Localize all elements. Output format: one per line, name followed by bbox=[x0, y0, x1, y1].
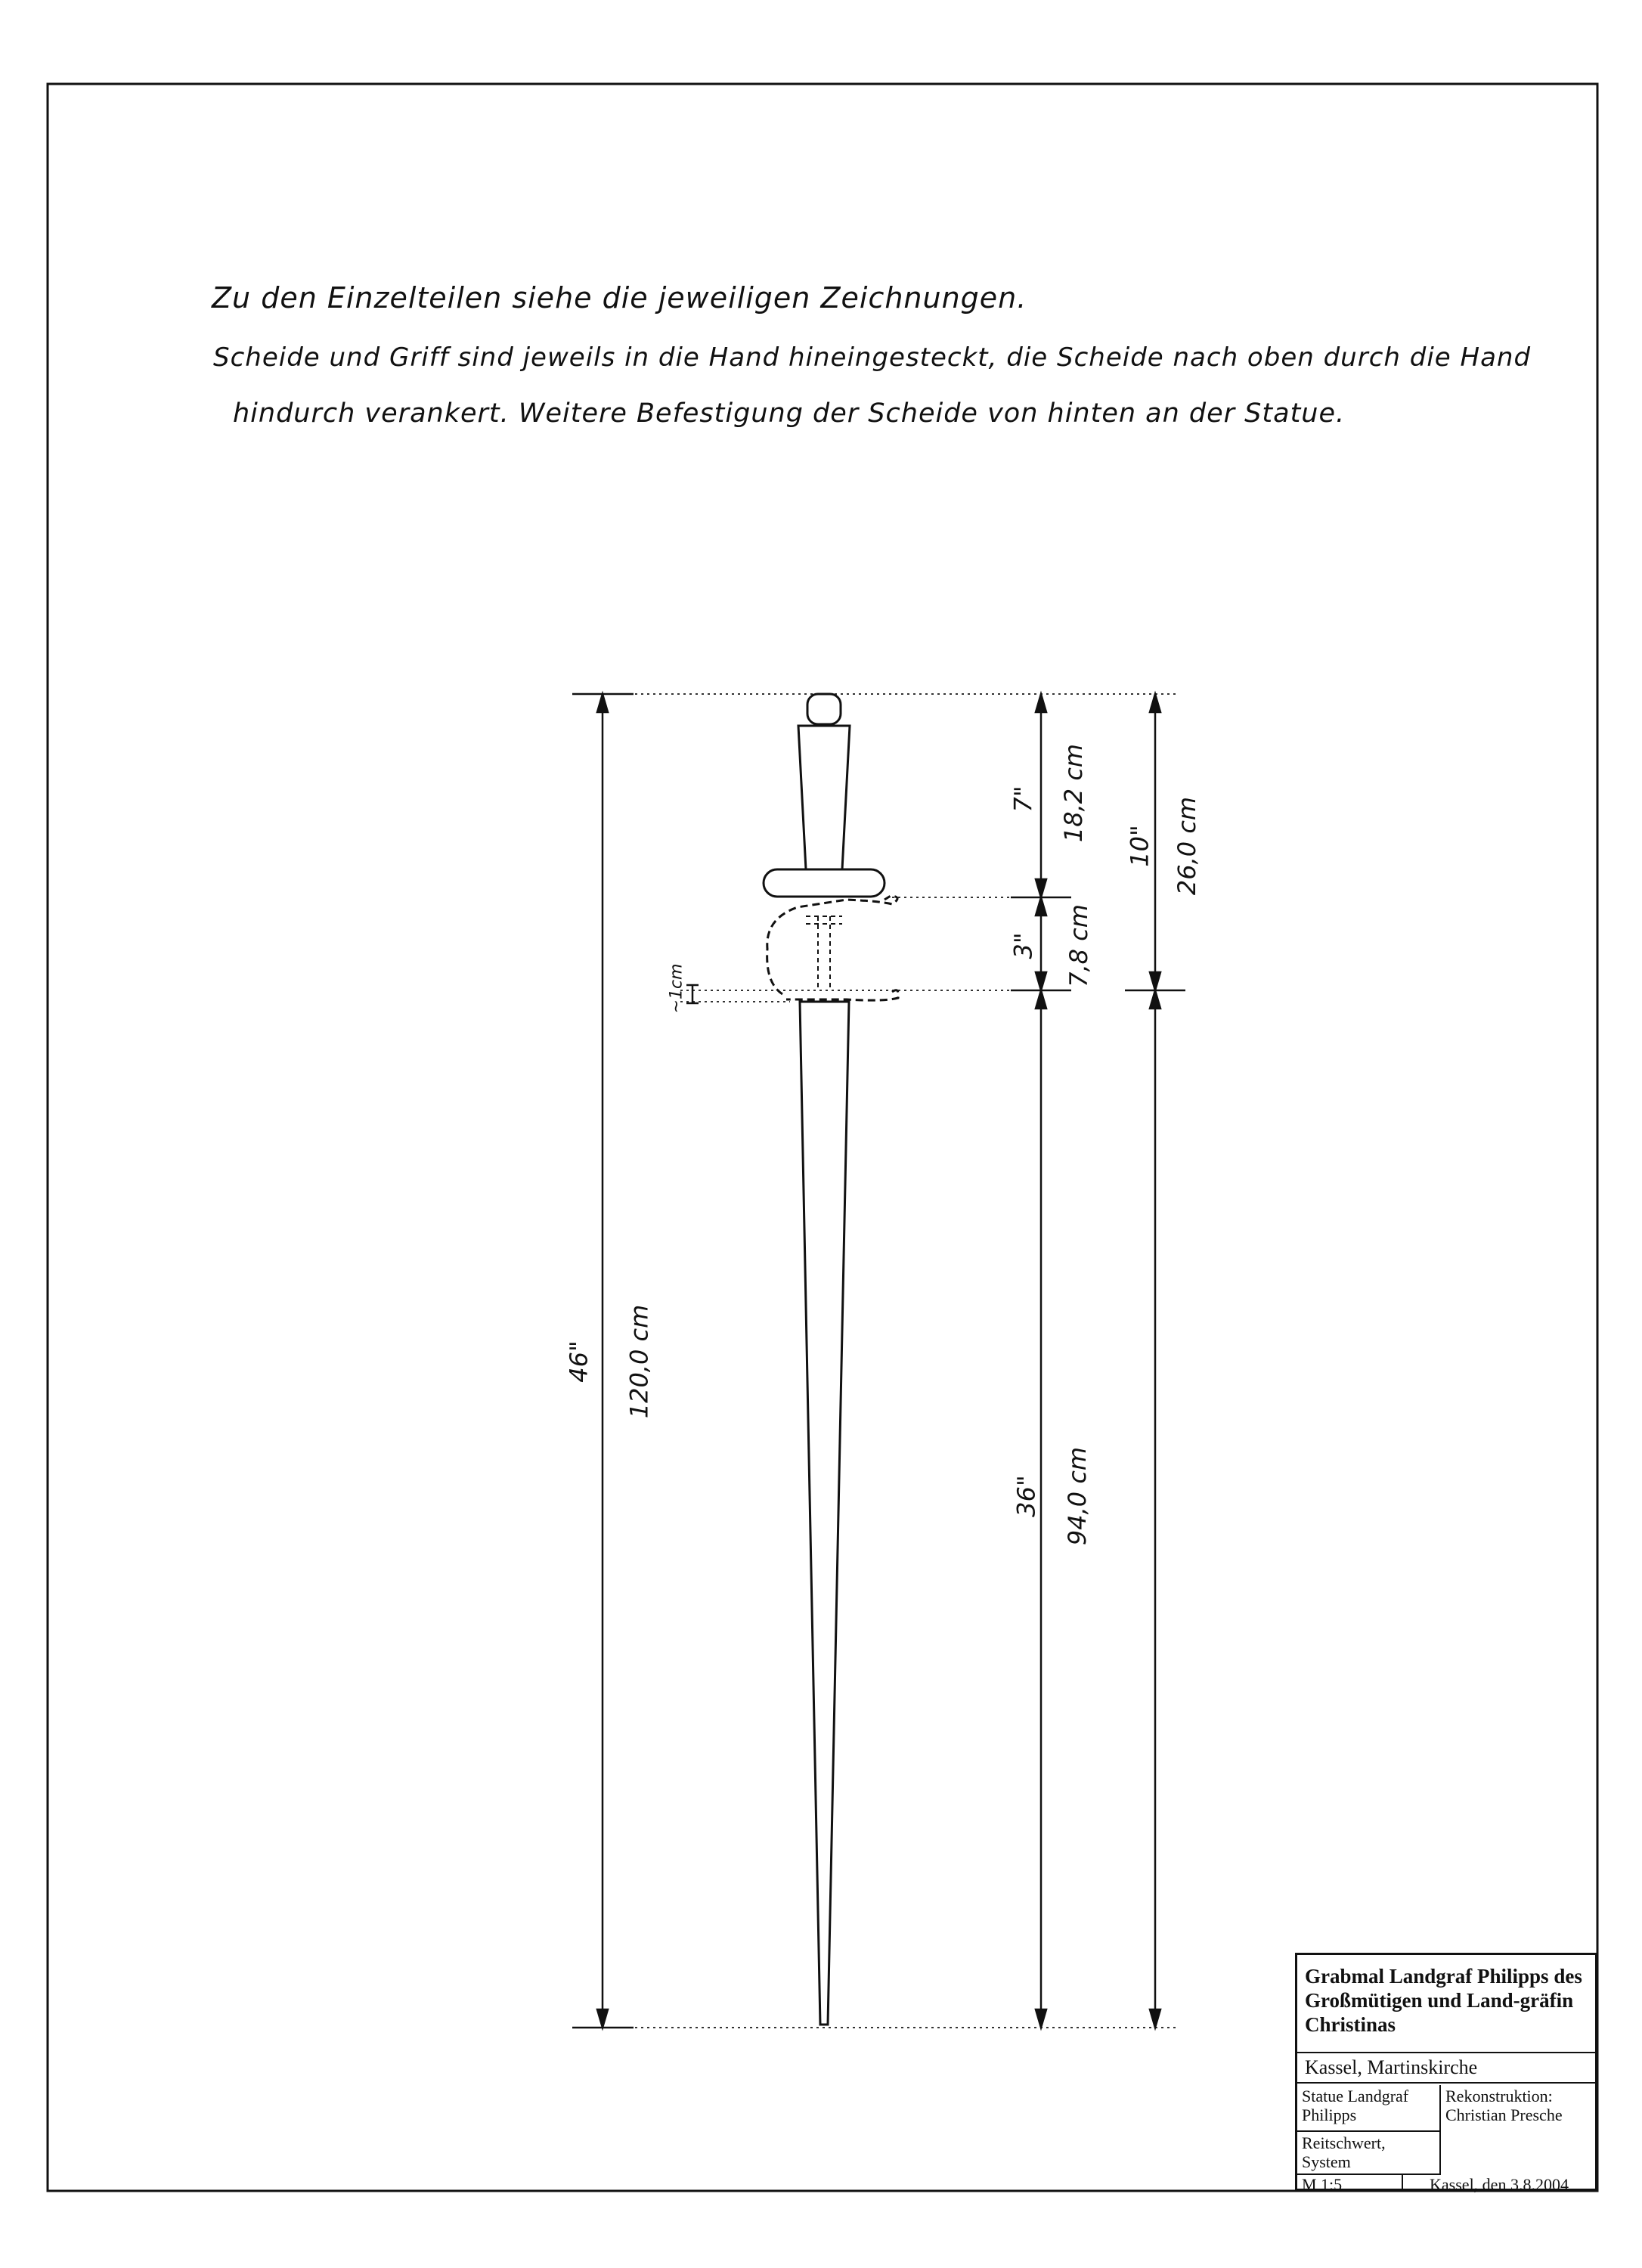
dim-gap-cm: ~1cm bbox=[667, 963, 686, 1014]
dim-overall-cm: 120,0 cm bbox=[624, 1304, 654, 1419]
title-block-location: Kassel, Martinskirche bbox=[1297, 2053, 1595, 2084]
sword-drawing bbox=[764, 694, 898, 2025]
title-block-scale: M 1:5 bbox=[1297, 2175, 1403, 2191]
title-block-author-name: Christian Presche bbox=[1445, 2105, 1563, 2124]
hand-outline bbox=[767, 896, 899, 1000]
dim-hand-inches: 3" bbox=[1008, 932, 1038, 959]
crossguard bbox=[764, 869, 885, 897]
title-block-object-detail: Reitschwert, System bbox=[1297, 2132, 1441, 2175]
dim-upper-cm: 26,0 cm bbox=[1173, 796, 1202, 896]
grip bbox=[798, 726, 850, 869]
title-block-object: Statue Landgraf Philipps bbox=[1297, 2085, 1441, 2132]
dim-grip-inches: 7" bbox=[1008, 785, 1038, 813]
dim-grip-cm: 18,2 cm bbox=[1059, 743, 1089, 843]
dim-upper-inches: 10" bbox=[1125, 825, 1154, 867]
title-block-author bbox=[1441, 2085, 1595, 2175]
dim-blade-inches: 36" bbox=[1012, 1475, 1041, 1517]
title-block-place-date: Kassel, den 3.8.2004 bbox=[1430, 2175, 1569, 2194]
note-line-3: hindurch verankert. Weitere Befestigung der Scheide von hinten an der Statue. bbox=[233, 398, 1346, 429]
title-block-heading: Grabmal Landgraf Philipps des Großmütigen und Land-gräfin Christinas bbox=[1297, 1955, 1595, 2053]
dim-hand-cm: 7,8 cm bbox=[1064, 904, 1093, 987]
dim-blade-cm: 94,0 cm bbox=[1063, 1446, 1092, 1546]
pommel bbox=[807, 694, 841, 724]
title-block-author-label: Rekonstruktion: bbox=[1445, 2087, 1553, 2105]
title-block bbox=[1295, 1953, 1597, 2194]
note-line-1: Zu den Einzelteilen siehe die jeweiligen Zeichnungen. bbox=[212, 281, 1027, 314]
blade bbox=[800, 1002, 849, 2025]
dim-overall-inches: 46" bbox=[564, 1340, 593, 1383]
note-line-2: Scheide und Griff sind jeweils in die Hand hineingesteckt, die Scheide nach oben durch die Hand bbox=[213, 342, 1532, 373]
